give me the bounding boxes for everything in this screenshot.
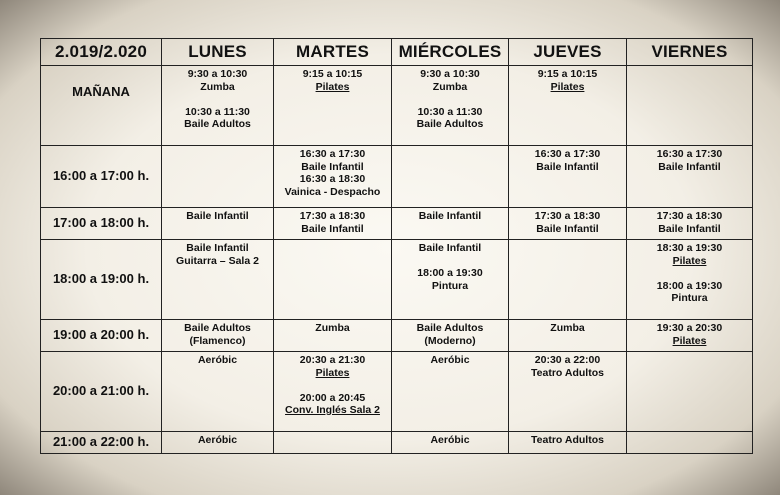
activity-line: 9:15 a 10:15: [537, 68, 598, 80]
activity-line: Baile Infantil: [536, 222, 599, 235]
activity-line: Baile Infantil: [658, 222, 721, 235]
activity-line: 16:30 a 17:30: [534, 148, 601, 160]
slot-jueves: [509, 240, 627, 320]
slot-lunes: [162, 146, 274, 208]
time-slot-label: 17:00 a 18:00 h.: [41, 208, 162, 240]
time-slot-label: 16:00 a 17:00 h.: [41, 146, 162, 208]
activity-line: Teatro Adultos: [531, 434, 604, 446]
slot-miercoles: [392, 352, 509, 432]
activity-line: 10:30 a 11:30: [417, 105, 483, 118]
activity-line: 16:30 a 17:30: [656, 148, 723, 160]
activity-line: (Flamenco): [189, 334, 246, 347]
slot-lunes: [162, 352, 274, 432]
slot-miercoles: [392, 432, 509, 454]
activity-line: 17:30 a 18:30: [656, 210, 723, 222]
slot-miercoles: [392, 146, 509, 208]
slot-jueves: [509, 208, 627, 240]
activity-line: Aeróbic: [430, 354, 470, 366]
activity-line: 18:00 a 19:30: [417, 267, 483, 279]
slot-martes: [274, 66, 392, 146]
slot-viernes: [627, 146, 753, 208]
activity-line: Vainica - Despacho: [284, 185, 381, 198]
schedule-row-18-19: [41, 240, 753, 320]
activity-line: 16:30 a 17:30: [299, 148, 366, 160]
slot-miercoles: [392, 66, 509, 146]
schedule-row-21-22: [41, 432, 753, 454]
activity-line: Aeróbic: [197, 354, 238, 366]
activity-line: Baile Infantil: [418, 242, 482, 254]
activity-line: 10:30 a 11:30: [185, 105, 250, 118]
activity-line: Baile Infantil: [658, 160, 721, 173]
activity-line: Zumba: [550, 322, 585, 334]
slot-lunes: [162, 66, 274, 146]
slot-lunes: [162, 432, 274, 454]
schedule-row-20-21: [41, 352, 753, 432]
slot-jueves: [509, 146, 627, 208]
activity-line: 20:30 a 22:00: [534, 354, 601, 366]
activity-line: Pilates: [672, 254, 707, 267]
activity-line: 20:00 a 20:45: [299, 391, 366, 404]
activity-line: 18:00 a 19:30: [656, 279, 723, 292]
spacer: [164, 93, 271, 106]
activity-line: Baile Adultos: [416, 118, 484, 130]
activity-line: Pilates: [315, 366, 350, 379]
activity-line: Zumba: [432, 80, 468, 93]
schedule-row-16-17: [41, 146, 753, 208]
slot-jueves: [509, 320, 627, 352]
slot-viernes: [627, 240, 753, 320]
schedule-row-manana: [41, 66, 753, 146]
slot-viernes: [627, 66, 753, 146]
spacer: [276, 379, 389, 392]
time-slot-label: MAÑANA: [41, 66, 162, 146]
time-slot-label: 21:00 a 22:00 h.: [41, 432, 162, 454]
activity-line: 9:30 a 10:30: [187, 68, 248, 80]
day-header-viernes: VIERNES: [627, 39, 753, 66]
activity-line: Aeróbic: [197, 434, 238, 446]
slot-martes: [274, 320, 392, 352]
activity-line: 9:30 a 10:30: [420, 68, 480, 80]
activity-line: Teatro Adultos: [531, 366, 604, 379]
activity-line: 16:30 a 18:30: [299, 173, 366, 185]
schedule-row-19-20: [41, 320, 753, 352]
slot-miercoles: [392, 240, 509, 320]
activity-line: Guitarra – Sala 2: [176, 254, 259, 267]
activity-line: Baile Adultos: [184, 322, 251, 334]
activity-line: Baile Infantil: [418, 210, 482, 222]
activity-line: Pintura: [431, 279, 469, 292]
activity-line: 19:30 a 20:30: [656, 322, 723, 334]
activity-line: Zumba: [200, 80, 235, 93]
activity-line: Baile Infantil: [186, 210, 249, 222]
slot-martes: [274, 240, 392, 320]
activity-line: Baile Infantil: [301, 160, 364, 173]
day-header-martes: MARTES: [274, 39, 392, 66]
activity-line: Baile Infantil: [186, 242, 249, 254]
header-row: [41, 39, 753, 66]
slot-lunes: [162, 240, 274, 320]
day-header-jueves: JUEVES: [509, 39, 627, 66]
activity-line: Pintura: [671, 292, 708, 304]
slot-martes: [274, 146, 392, 208]
spacer: [629, 267, 750, 280]
slot-lunes: [162, 208, 274, 240]
slot-martes: [274, 432, 392, 454]
activity-line: Conv. Inglés Sala 2: [285, 404, 380, 416]
slot-martes: [274, 352, 392, 432]
activity-line: 18:30 a 19:30: [656, 242, 723, 254]
activity-line: Zumba: [315, 322, 350, 334]
activity-line: 9:15 a 10:15: [302, 68, 363, 80]
day-header-lunes: LUNES: [162, 39, 274, 66]
slot-martes: [274, 208, 392, 240]
activity-line: Aeróbic: [430, 434, 470, 446]
schedule-sheet: [40, 38, 752, 453]
year-header: 2.019/2.020: [41, 39, 162, 66]
activity-line: Baile Adultos: [416, 322, 484, 334]
activity-line: 20:30 a 21:30: [299, 354, 366, 366]
activity-line: (Moderno): [424, 334, 476, 347]
activity-line: 17:30 a 18:30: [299, 210, 366, 222]
slot-jueves: [509, 432, 627, 454]
schedule-row-17-18: [41, 208, 753, 240]
time-slot-label: 19:00 a 20:00 h.: [41, 320, 162, 352]
time-slot-label: 20:00 a 21:00 h.: [41, 352, 162, 432]
time-slot-label: 18:00 a 19:00 h.: [41, 240, 162, 320]
schedule-table: [40, 38, 753, 454]
slot-miercoles: [392, 208, 509, 240]
slot-viernes: [627, 352, 753, 432]
slot-viernes: [627, 432, 753, 454]
slot-miercoles: [392, 320, 509, 352]
activity-line: Baile Adultos: [184, 118, 251, 130]
slot-viernes: [627, 208, 753, 240]
slot-jueves: [509, 66, 627, 146]
slot-jueves: [509, 352, 627, 432]
slot-lunes: [162, 320, 274, 352]
activity-line: Pilates: [672, 334, 707, 347]
spacer: [394, 255, 506, 268]
activity-line: Pilates: [315, 80, 350, 93]
spacer: [394, 93, 506, 106]
activity-line: Pilates: [550, 80, 585, 93]
activity-line: Baile Infantil: [536, 160, 599, 173]
slot-viernes: [627, 320, 753, 352]
day-header-miercoles: MIÉRCOLES: [392, 39, 509, 66]
activity-line: Baile Infantil: [301, 222, 364, 235]
activity-line: 17:30 a 18:30: [534, 210, 601, 222]
